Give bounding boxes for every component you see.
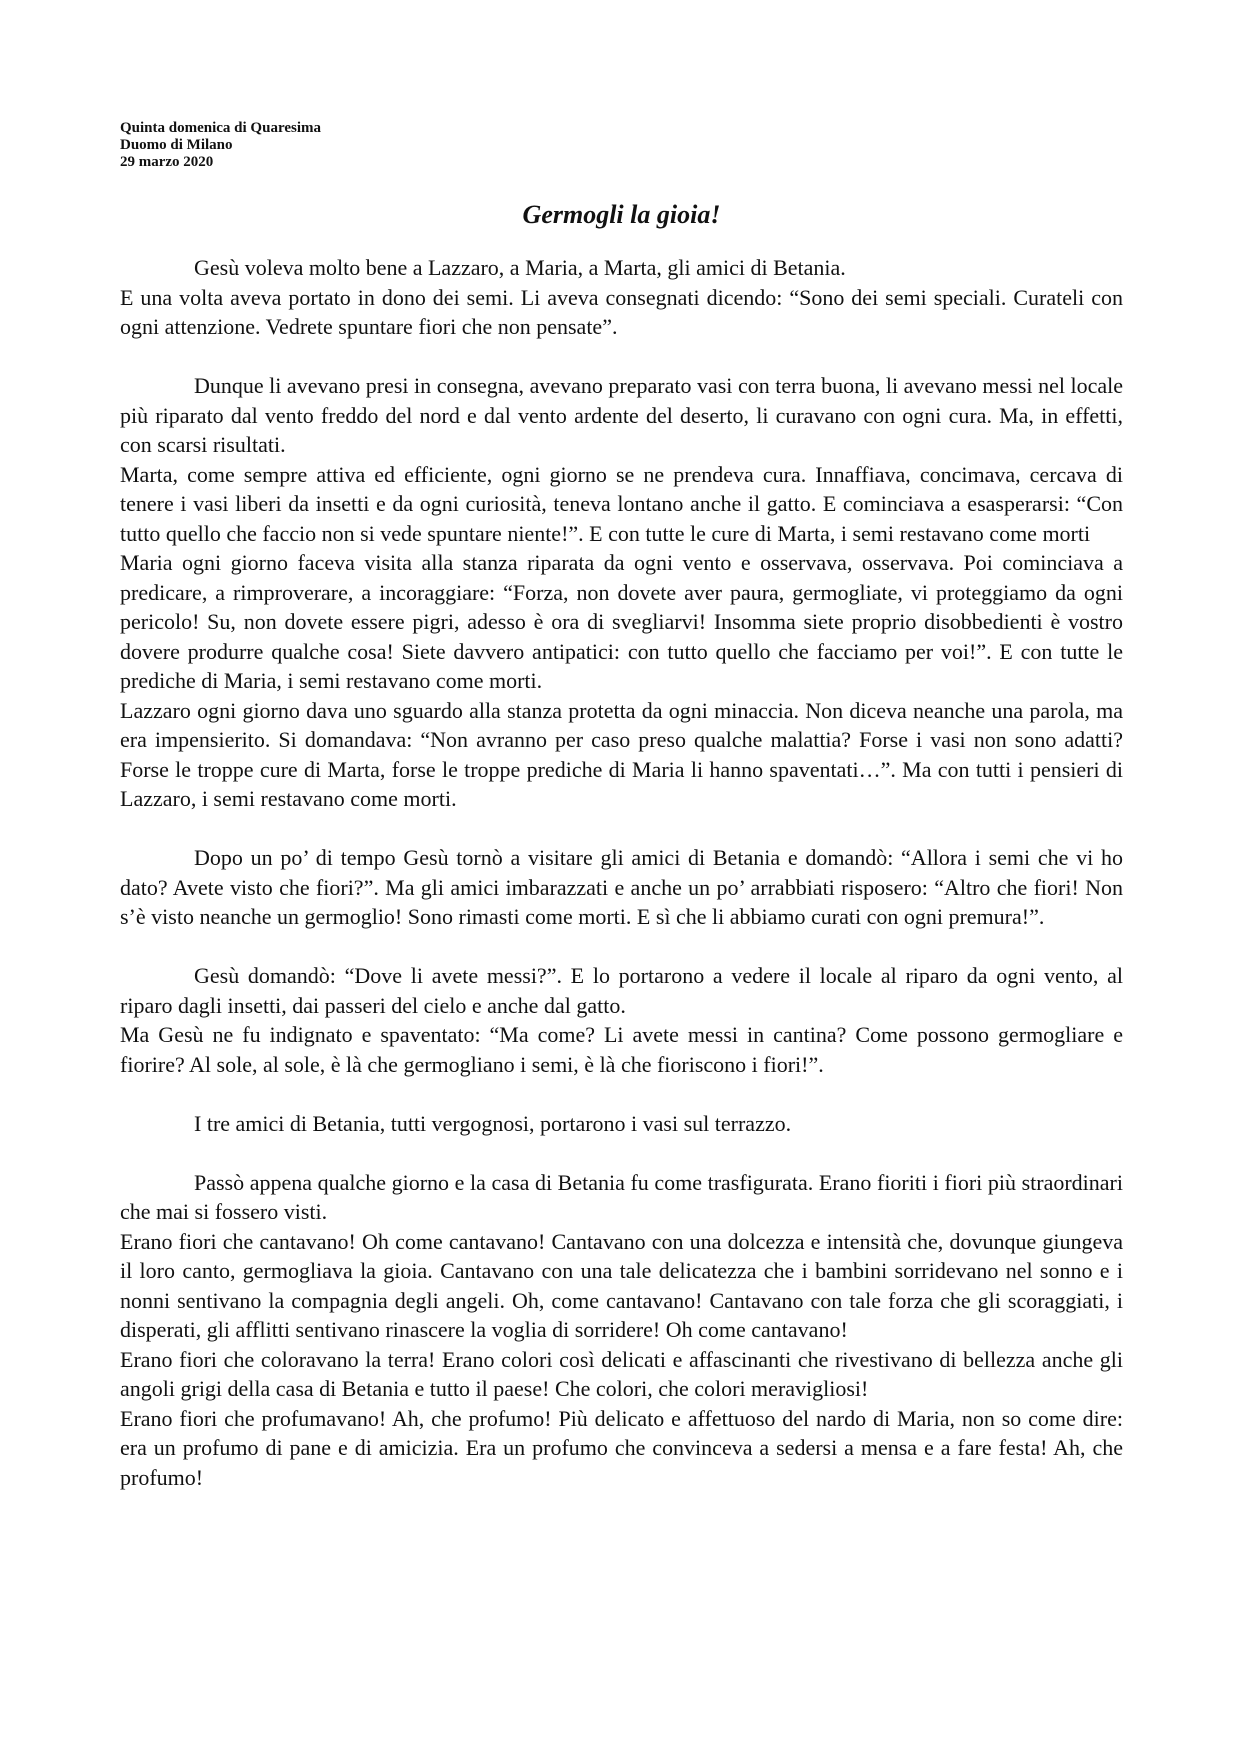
document-page <box>120 120 1123 1492</box>
paragraph: Maria ogni giorno faceva visita alla stanza riparata da ogni vento e osservava, osservava. Poi cominciava a predicare, a rimproverare, a incoraggiare: “Forza, non dovete aver paura, germogliate, vi proteggiamo da ogni pericolo! Su, non dovete essere pigri, adesso è ora di svegliarvi! Insomma siete proprio disobbedienti è vostro dovere produrre qualche cosa! Siete davvero antipatici: con tutto quello che facciamo per voi!”. E con tutte le prediche di Maria, i semi restavano come morti. <box>120 550 1123 693</box>
header-date: 29 marzo 2020 <box>120 154 214 170</box>
paragraph: Gesù domandò: “Dove li avete messi?”. E lo portarono a vedere il locale al riparo da ogni vento, al riparo dagli insetti, dai passeri del cielo e anche dal gatto. <box>120 963 1123 1018</box>
paragraph: Passò appena qualche giorno e la casa di Betania fu come trasfigurata. Erano fioriti i fiori più straordinari che mai si fossero visti. <box>120 1169 1123 1224</box>
document-header <box>120 120 1123 171</box>
paragraph: Erano fiori che profumavano! Ah, che profumo! Più delicato e affettuoso del nardo di Maria, non so come dire: era un profumo di pane e di amicizia. Era un profumo che convinceva a sedersi a mensa e a fare festa! Ah, che profumo! <box>120 1405 1123 1490</box>
paragraph: E una volta aveva portato in dono dei semi. Li aveva consegnati dicendo: “Sono dei semi speciali. Curateli con ogni attenzione. Vedrete spuntare fiori che non pensate”. <box>120 284 1123 339</box>
paragraph: Dopo un po’ di tempo Gesù tornò a visitare gli amici di Betania e domandò: “Allora i semi che vi ho dato? Avete visto che fiori?”. Ma gli amici imbarazzati e anche un po’ arrabbiati risposero: “Altro che fiori! Non s’è visto neanche un germoglio! Sono rimasti come morti. E sì che li abbiamo curati con ogni premura!”. <box>120 845 1123 929</box>
paragraph: Lazzaro ogni giorno dava uno sguardo alla stanza protetta da ogni minaccia. Non diceva neanche una parola, ma era impensierito. Si domandava: “Non avranno per caso preso qualche malattia? Forse i vasi non sono adatti? Forse le troppe cure di Marta, forse le troppe prediche di Maria li hanno spaventati…”. Ma con tutti i pensieri di Lazzaro, i semi restavano come morti. <box>120 697 1123 811</box>
paragraph: Marta, come sempre attiva ed efficiente, ogni giorno se ne prendeva cura. Innaffiava, concimava, cercava di tenere i vasi liberi da insetti e da ogni curiosità, teneva lontano anche il gatto. E cominciava a esasperarsi: “Con tutto quello che faccio non si vede spuntare niente!”. E con tutte le cure di Marta, i semi restavano come morti <box>120 461 1123 546</box>
document-title: Germogli la gioia! <box>522 200 721 229</box>
paragraph: Dunque li avevano presi in consegna, avevano preparato vasi con terra buona, li avevano messi nel locale più riparato dal vento freddo del nord e dal vento ardente del deserto, li curavano con ogni cura. Ma, in effetti, con scarsi risultati. <box>120 373 1123 457</box>
paragraph: Gesù voleva molto bene a Lazzaro, a Maria, a Marta, gli amici di Betania. <box>194 255 846 280</box>
paragraph: Erano fiori che cantavano! Oh come cantavano! Cantavano con una dolcezza e intensità che, dovunque giungeva il loro canto, germogliava la gioia. Cantavano con una tale delicatezza che i bambini sorridevano nel sonno e i nonni sentivano la compagnia degli angeli. Oh, come cantavano! Cantavano con tale forza che gli scoraggiati, i disperati, gli afflitti sentivano rinascere la voglia di sorridere! Oh come cantavano! <box>120 1228 1123 1342</box>
paragraph: Ma Gesù ne fu indignato e spaventato: “Ma come? Li avete messi in cantina? Come possono germogliare e fiorire? Al sole, al sole, è là che germogliano i semi, è là che fioriscono i fiori!”. <box>120 1022 1123 1077</box>
paragraph: I tre amici di Betania, tutti vergognosi, portarono i vasi sul terrazzo. <box>194 1110 792 1136</box>
header-place: Duomo di Milano <box>120 137 233 153</box>
header-occasion: Quinta domenica di Quaresima <box>120 120 321 136</box>
paragraph: Erano fiori che coloravano la terra! Erano colori così delicati e affascinanti che rivestivano di bellezza anche gli angoli grigi della casa di Betania e tutto il paese! Che colori, che colori meravigliosi! <box>120 1346 1123 1401</box>
